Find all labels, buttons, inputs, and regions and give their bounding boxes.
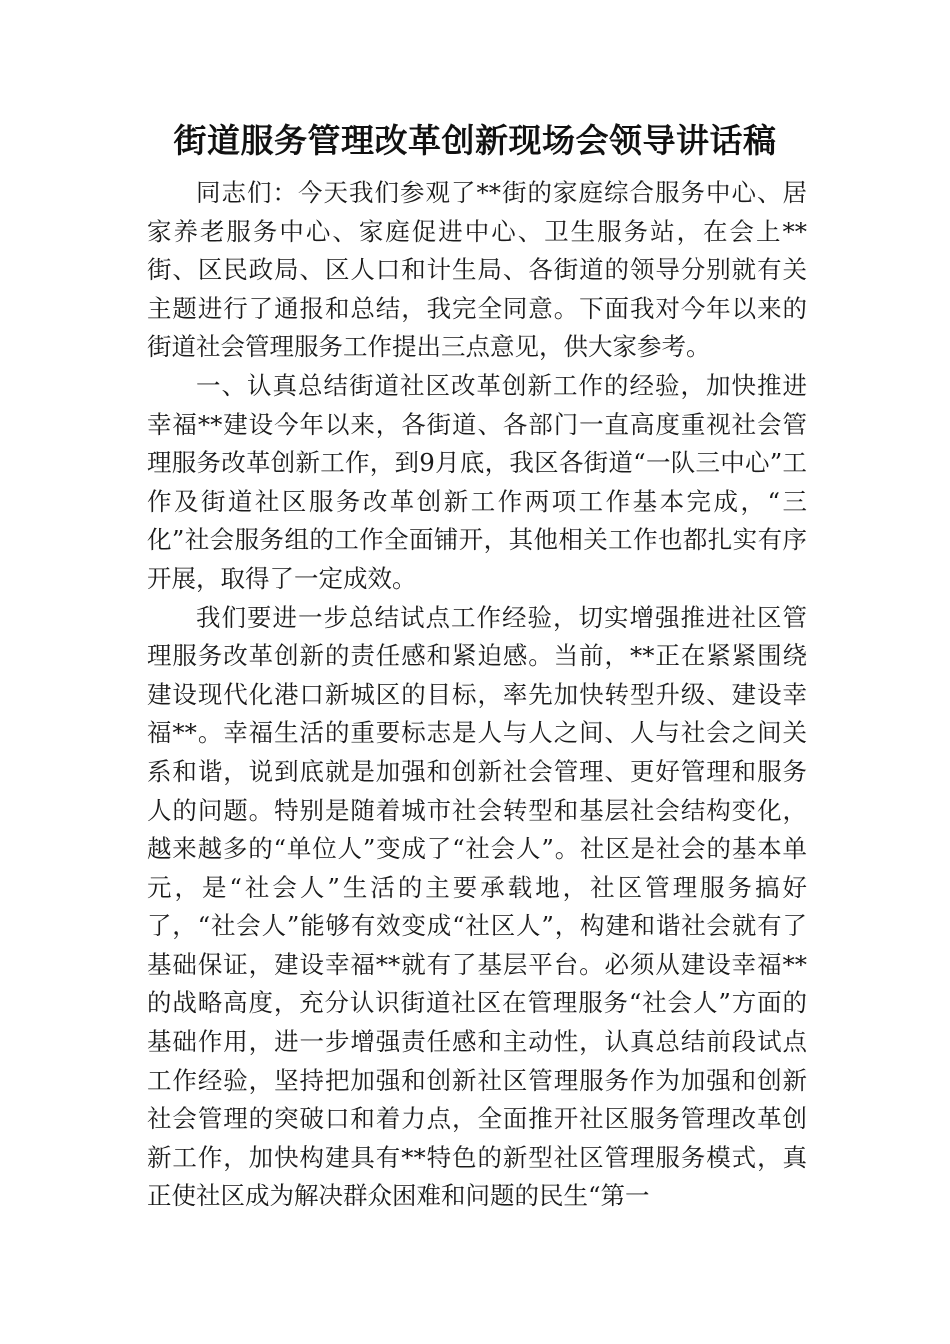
document-body [147, 174, 807, 1216]
paragraph-section-one: 一、认真总结街道社区改革创新工作的经验，加快推进幸福**建设今年以来，各街道、各部门一直高度重视社会管理服务改革创新工作，到9月底，我区各街道“一队三中心”工作及街道社区服务改革创新工作两项工作基本完成，“三化”社会服务组的工作全面铺开，其他相关工作也都扎实有序开展，取得了一定成效。 [147, 370, 807, 593]
document-title: 街道服务管理改革创新现场会领导讲话稿 [173, 121, 777, 160]
paragraph-summary-experience: 我们要进一步总结试点工作经验，切实增强推进社区管理服务改革创新的责任感和紧迫感。当前，**正在紧紧围绕建设现代化港口新城区的目标，率先加快转型升级、建设幸福**。幸福生活的重要标志是人与人之间、人与社会之间关系和谐，说到底就是加强和创新社会管理、更好管理和服务人的问题。特别是随着城市社会转型和基层社会结构变化，越来越多的“单位人”变成了“社会人”。社区是社会的基本单元，是“社会人”生活的主要承载地，社区管理服务搞好了，“社会人”能够有效变成“社区人”，构建和谐社会就有了基础保证，建设幸福**就有了基层平台。必须从建设幸福**的战略高度，充分认识街道社区在管理服务“社会人”方面的基础作用，进一步增强责任感和主动性，认真总结前段试点工作经验，坚持把加强和创新社区管理服务作为加强和创新社会管理的突破口和着力点，全面推开社区服务管理改革创新工作，加快构建具有**特色的新型社区管理服务模式，真正使社区成为解决群众困难和问题的民生“第一 [147, 602, 807, 1211]
paragraph-opening: 同志们：今天我们参观了**街的家庭综合服务中心、居家养老服务中心、家庭促进中心、卫生服务站，在会上**街、区民政局、区人口和计生局、各街道的领导分别就有关主题进行了通报和总结，我完全同意。下面我对今年以来的街道社会管理服务工作提出三点意见，供大家参考。 [147, 178, 807, 362]
